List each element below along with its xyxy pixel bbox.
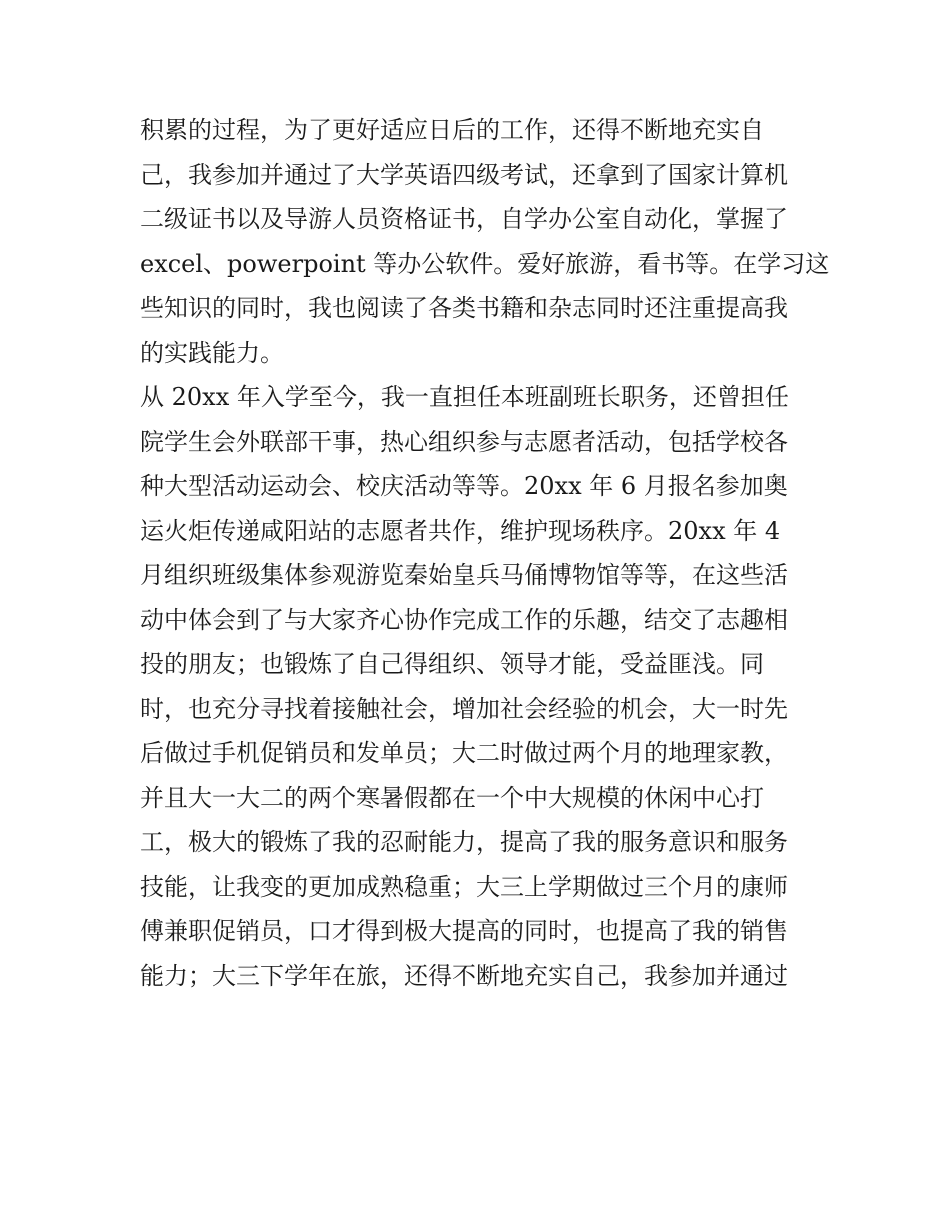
text-line-14: 时，也充分寻找着接触社会，增加社会经验的机会，大一时先 bbox=[140, 694, 788, 723]
text-line-19: 傅兼职促销员，口才得到极大提高的同时，也提高了我的销售 bbox=[140, 917, 788, 945]
text-line-6: 的实践能力。 bbox=[140, 338, 284, 367]
text-line-18: 技能，让我变的更加成熟稳重；大三上学期做过三个月的康师 bbox=[140, 872, 788, 901]
text-line-3: 二级证书以及导游人员资格证书，自学办公室自动化，掌握了 bbox=[140, 205, 788, 233]
text-line-20: 能力；大三下学年在旅，还得不断地充实自己，我参加并通过 bbox=[140, 961, 788, 990]
text-line-11: 月组织班级集体参观游览秦始皇兵马俑博物馆等等，在这些活 bbox=[140, 561, 788, 589]
text-line-8: 院学生会外联部干事，热心组织参与志愿者活动，包括学校各 bbox=[140, 427, 788, 456]
text-line-12: 动中体会到了与大家齐心协作完成工作的乐趣，结交了志趣相 bbox=[140, 605, 788, 634]
text-line-10: 运火炬传递咸阳站的志愿者共作，维护现场秩序。20xx 年 4 bbox=[140, 516, 781, 545]
body-text bbox=[140, 108, 830, 998]
text-line-13: 投的朋友；也锻炼了自己得组织、领导才能，受益匪浅。同 bbox=[140, 650, 764, 678]
text-line-9: 种大型活动运动会、校庆活动等等。20xx 年 6 月报名参加奥 bbox=[140, 472, 788, 500]
text-line-7: 从 20xx 年入学至今，我一直担任本班副班长职务，还曾担任 bbox=[140, 383, 789, 411]
text-line-15: 后做过手机促销员和发单员；大二时做过两个月的地理家教， bbox=[140, 739, 788, 767]
text-line-16: 并且大一大二的两个寒暑假都在一个中大规模的休闲中心打 bbox=[140, 783, 764, 812]
text-line-1: 积累的过程，为了更好适应日后的工作，还得不断地充实自 bbox=[140, 116, 764, 144]
text-line-2: 己，我参加并通过了大学英语四级考试，还拿到了国家计算机 bbox=[140, 160, 788, 189]
text-line-5: 些知识的同时，我也阅读了各类书籍和杂志同时还注重提高我 bbox=[140, 294, 788, 322]
text-line-4: excel、powerpoint 等办公软件。爱好旅游，看书等。在学习这 bbox=[140, 249, 830, 278]
text-line-17: 工，极大的锻炼了我的忍耐能力，提高了我的服务意识和服务 bbox=[140, 828, 788, 856]
